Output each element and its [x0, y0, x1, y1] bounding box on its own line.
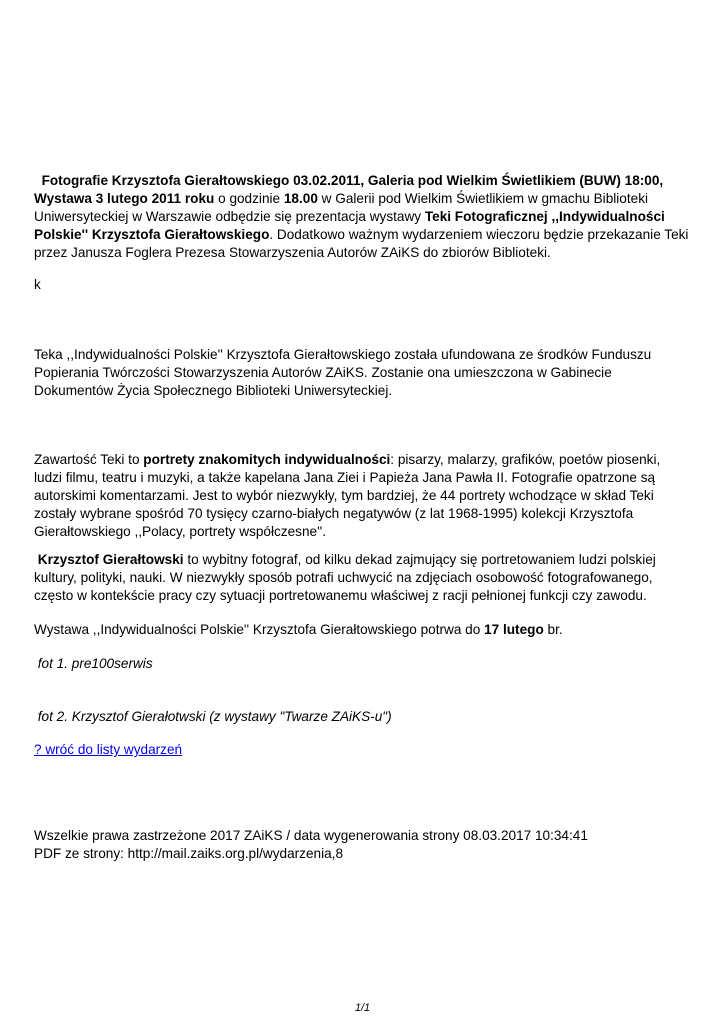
- gieraltowski-line-2: kultury, polityki, nauki. W niezwykły sposób potrafi uchwycić na zdjęciach osobowość fotografowanego,: [34, 570, 653, 585]
- intro-line-3: [34, 208, 694, 226]
- zawartosc-line-3: autorskimi komentarzami. Jest to wybór niezwykły, tym bardziej, że 44 portrety wchodzące w skład Teki: [34, 488, 654, 503]
- intro-line-5: przez Janusza Foglera Prezesa Stowarzyszenia Autorów ZAiKS do zbiorów Biblioteki.: [34, 245, 551, 260]
- intro-teka-bold: Teki Fotograficznej ,,Indywidualności: [424, 209, 665, 224]
- intro-paragraph: [34, 172, 694, 262]
- intro-title: [34, 173, 663, 188]
- footer: [34, 827, 694, 863]
- page-number: 1/1: [354, 1002, 371, 1014]
- gieraltowski-line-3: często w kontekście pracy czy sytuacji portretowanemu właściwej z racji pełnionej funkcji czy zawodu.: [34, 588, 647, 603]
- footer-copyright: Wszelkie prawa zastrzeżone 2017 ZAiKS / data wygenerowania strony 08.03.2017 10:34:41: [34, 828, 588, 843]
- k-paragraph: [34, 276, 694, 294]
- gieraltowski-line-1: [34, 551, 694, 569]
- wystawa-line: [34, 621, 694, 639]
- wystawa-text-b: br.: [543, 622, 563, 637]
- intro-text-b: w Galerii pod Wielkim Świetlikiem w gmachu Biblioteki: [317, 191, 649, 206]
- zawartosc-text-a: Zawartość Teki to: [34, 452, 144, 467]
- teka-line-1: Teka ,,Indywidualności Polskie'' Krzysztofa Gierałtowskiego została ufundowana ze środków Funduszu: [34, 347, 652, 362]
- intro-line-4: [34, 226, 694, 244]
- intro-time-bold: 18.00: [283, 191, 318, 206]
- intro-text-c: Uniwersyteckiej w Warszawie odbędzie się prezentacja wystawy: [34, 209, 425, 224]
- zawartosc-line-4: zostały wybrane spośród 70 tysięcy czarno-białych negatywów (z lat 1968-1995) kolekcji Krzysztofa: [34, 506, 634, 521]
- zawartosc-line-5: Gierałtowskiego ,,Polacy, portrety współczesne''.: [34, 524, 327, 539]
- footer-source-url: PDF ze strony: http://mail.zaiks.org.pl/wydarzenia,8: [34, 846, 343, 861]
- zawartosc-bold: portrety znakomitych indywidualności: [143, 452, 391, 467]
- gieraltowski-paragraph: [34, 551, 694, 605]
- wystawa-paragraph: [34, 621, 694, 639]
- zawartosc-line-2: ludzi filmu, teatru i muzyki, a także kapelana Jana Ziei i Papieża Jana Pawła II. Fotografie opatrzone są: [34, 470, 656, 485]
- intro-text-d: . Dodatkowo ważnym wydarzeniem wieczoru będzie przekazanie Teki: [269, 227, 689, 242]
- zawartosc-line-1: [34, 451, 694, 469]
- wystawa-date-bold: 17 lutego: [484, 622, 544, 637]
- zawartosc-paragraph: [34, 451, 694, 541]
- wystawa-text-a: Wystawa ,,Indywidualności Polskie'' Krzysztofa Gierałtowskiego potrwa do: [34, 622, 485, 637]
- photo-caption-1: [34, 655, 694, 673]
- gieraltowski-text: to wybitny fotograf, od kilku dekad zajmujący się portretowaniem ludzi polskiej: [183, 552, 656, 567]
- intro-text-a: o godzinie: [214, 191, 284, 206]
- photo-caption-1-text: fot 1. pre100serwis: [34, 656, 153, 671]
- teka-line-3: Dokumentów Życia Społecznego Biblioteki Uniwersyteckiej.: [34, 383, 393, 398]
- zawartosc-text-b: : pisarzy, malarzy, grafików, poetów piosenki,: [390, 452, 661, 467]
- photo-caption-2-text: fot 2. Krzysztof Gierałotwski (z wystawy "Twarze ZAiKS-u"): [34, 709, 392, 724]
- k-text: k: [34, 277, 41, 292]
- back-to-events-link[interactable]: ? wróć do listy wydarzeń: [34, 742, 183, 757]
- intro-line-2: [34, 190, 694, 208]
- intro-line-1: [34, 172, 694, 190]
- teka-line-2: Popierania Twórczości Stowarzyszenia Autorów ZAiKS. Zostanie ona umieszczona w Gabinecie: [34, 365, 612, 380]
- intro-date-bold: Wystawa 3 lutego 2011 roku: [34, 191, 215, 206]
- intro-title-text: Fotografie Krzysztofa Gierałtowskiego 03.02.2011, Galeria pod Wielkim Świetlikiem (BUW) 18:00,: [41, 173, 664, 188]
- intro-indent: [34, 173, 42, 188]
- photo-caption-2: [34, 708, 694, 726]
- gieraltowski-name-bold: Krzysztof Gierałtowski: [37, 552, 184, 567]
- back-link-container: [34, 741, 694, 759]
- intro-author-bold: Polskie'' Krzysztofa Gierałtowskiego: [34, 227, 270, 242]
- teka-paragraph: [34, 346, 694, 400]
